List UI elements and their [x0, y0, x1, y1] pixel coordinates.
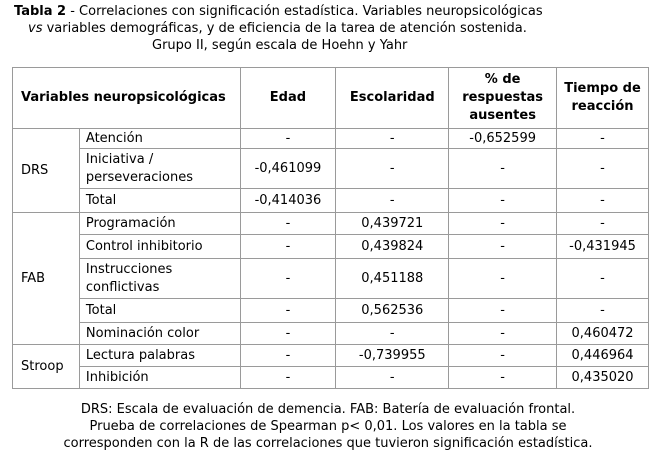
tiempo-reaccion-cell: 0,460472 [557, 323, 649, 345]
escolaridad-cell: 0,562536 [336, 299, 449, 323]
group-label: DRS [13, 129, 80, 213]
table-row [13, 235, 649, 259]
table-caption [14, 3, 654, 54]
tiempo-reaccion-cell: - [557, 213, 649, 235]
tiempo-reaccion-cell: - [557, 129, 649, 149]
caption-line-2 [14, 20, 654, 37]
header-edad: Edad [240, 68, 336, 129]
table-row [13, 299, 649, 323]
edad-cell: - [240, 299, 336, 323]
footnote-line-1: DRS: Escala de evaluación de demencia. FAB: Batería de evaluación frontal. [80, 402, 576, 417]
edad-cell: - [240, 345, 336, 367]
tiempo-reaccion-cell: -0,431945 [557, 235, 649, 259]
footnote-line-2: Prueba de correlaciones de Spearman p< 0,01. Los valores en la tabla se [89, 419, 567, 434]
escolaridad-cell: - [336, 149, 449, 189]
variable-name-cell: Iniciativa / perseveraciones [79, 149, 240, 189]
group-label: Stroop [13, 345, 80, 389]
edad-cell: - [240, 259, 336, 299]
respuestas-ausentes-cell: - [449, 367, 557, 389]
variable-name-cell: Total [79, 189, 240, 213]
table-row [13, 213, 649, 235]
variable-name-cell: Total [79, 299, 240, 323]
variable-name-cell: Inhibición [79, 367, 240, 389]
escolaridad-cell: 0,439721 [336, 213, 449, 235]
correlation-table [12, 67, 649, 389]
escolaridad-cell: 0,439824 [336, 235, 449, 259]
header-variables: Variables neuropsicológicas [13, 68, 241, 129]
header-row [13, 68, 649, 129]
table-row [13, 345, 649, 367]
escolaridad-cell: - [336, 367, 449, 389]
table-body [13, 129, 649, 389]
table-row [13, 149, 649, 189]
table-row [13, 189, 649, 213]
footnote-line-3: corresponden con la R de las correlaciones que tuvieron significación estadística. [63, 436, 593, 451]
tiempo-reaccion-cell: - [557, 189, 649, 213]
respuestas-ausentes-cell: - [449, 299, 557, 323]
tiempo-reaccion-cell: - [557, 259, 649, 299]
variable-name-cell: Nominación color [79, 323, 240, 345]
tiempo-reaccion-cell: - [557, 149, 649, 189]
tiempo-reaccion-cell: 0,446964 [557, 345, 649, 367]
caption-label: Tabla 2 [14, 4, 67, 19]
respuestas-ausentes-cell: - [449, 189, 557, 213]
escolaridad-cell: - [336, 189, 449, 213]
respuestas-ausentes-cell: -0,652599 [449, 129, 557, 149]
edad-cell: - [240, 213, 336, 235]
edad-cell: - [240, 235, 336, 259]
caption-line-3: Grupo II, según escala de Hoehn y Yahr [152, 38, 408, 53]
variable-name-cell: Control inhibitorio [79, 235, 240, 259]
variable-name-cell: Lectura palabras [79, 345, 240, 367]
variable-name-cell: Programación [79, 213, 240, 235]
escolaridad-cell: -0,739955 [336, 345, 449, 367]
escolaridad-cell: - [336, 323, 449, 345]
tiempo-reaccion-cell: - [557, 299, 649, 323]
caption-vs: vs [28, 21, 43, 36]
respuestas-ausentes-cell: - [449, 345, 557, 367]
respuestas-ausentes-cell: - [449, 323, 557, 345]
respuestas-ausentes-cell: - [449, 213, 557, 235]
escolaridad-cell: 0,451188 [336, 259, 449, 299]
table-row [13, 129, 649, 149]
header-tiempo-reaccion: Tiempo de reacción [557, 68, 649, 129]
variable-name-cell: Instrucciones conflictivas [79, 259, 240, 299]
table-footnote [0, 401, 656, 452]
edad-cell: -0,414036 [240, 189, 336, 213]
group-label: FAB [13, 213, 80, 345]
edad-cell: -0,461099 [240, 149, 336, 189]
tiempo-reaccion-cell: 0,435020 [557, 367, 649, 389]
table-row [13, 367, 649, 389]
table-row [13, 259, 649, 299]
caption-title-part-1: - Correlaciones con significación estadística. Variables neuropsicológicas [66, 4, 543, 19]
caption-title-part-2: variables demográficas, y de eficiencia de la tarea de atención sostenida. [42, 21, 527, 36]
header-respuestas-ausentes: % de respuestas ausentes [449, 68, 557, 129]
table-row [13, 323, 649, 345]
respuestas-ausentes-cell: - [449, 259, 557, 299]
caption-line-1 [14, 3, 654, 20]
edad-cell: - [240, 367, 336, 389]
respuestas-ausentes-cell: - [449, 235, 557, 259]
respuestas-ausentes-cell: - [449, 149, 557, 189]
variable-name-cell: Atención [79, 129, 240, 149]
escolaridad-cell: - [336, 129, 449, 149]
header-escolaridad: Escolaridad [336, 68, 449, 129]
edad-cell: - [240, 323, 336, 345]
edad-cell: - [240, 129, 336, 149]
